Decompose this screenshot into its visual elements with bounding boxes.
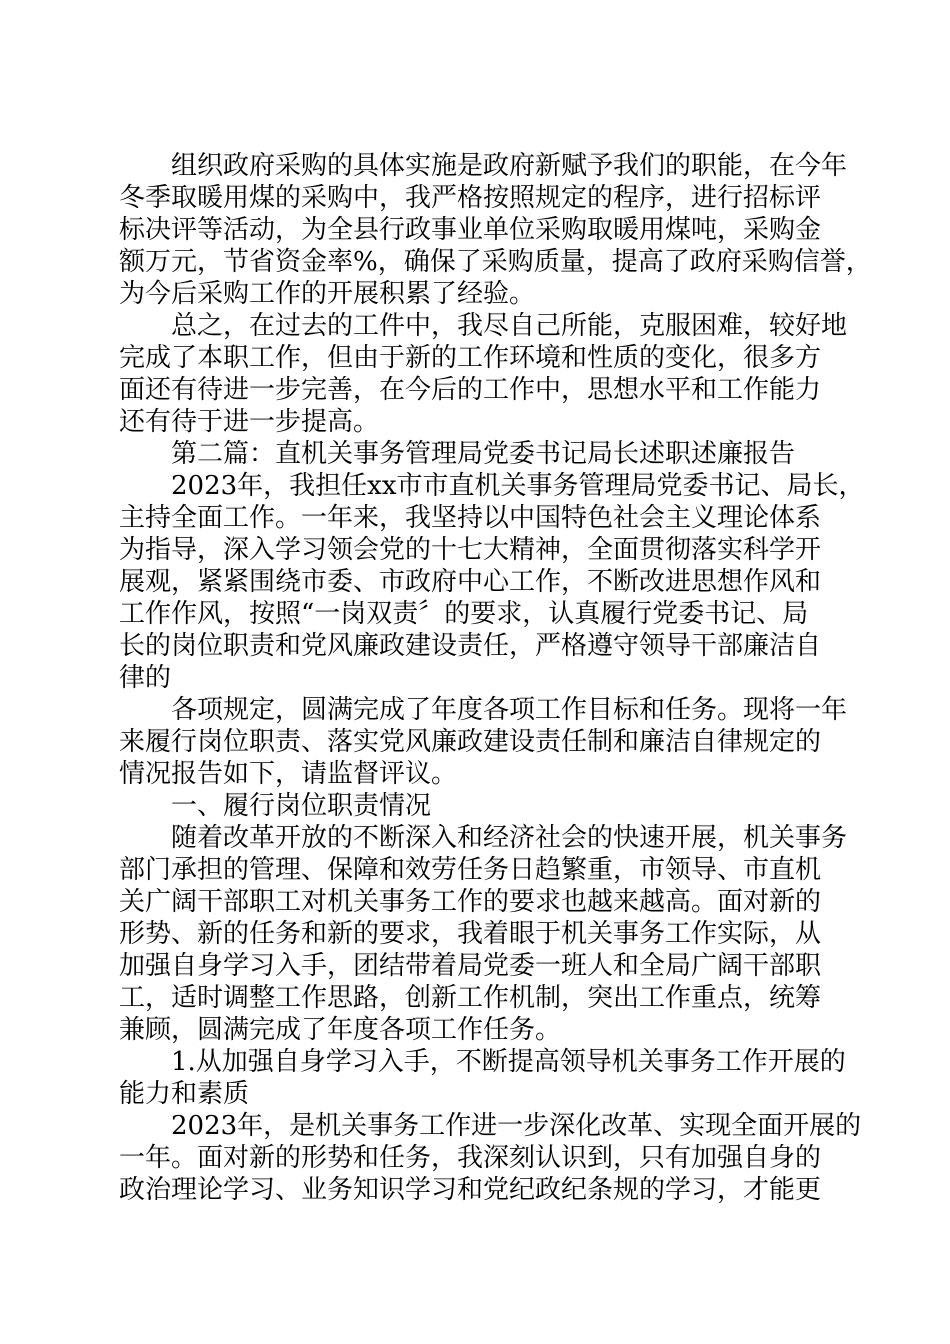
text-line: 总之，在过去的工件中，我尽自己所能，克服困难，较好地: [119, 311, 848, 341]
text-line: 随着改革开放的不断深入和经济社会的快速开展，机关事务: [119, 823, 848, 853]
text-line: 形势、新的任务和新的要求，我着眼于机关事务工作实际，从: [119, 919, 822, 949]
text-line: 兼顾，圆满完成了年度各项工作任务。: [119, 1015, 562, 1045]
text-line: 加强自身学习入手，团结带着局党委一班人和全局广阔干部职: [119, 951, 822, 981]
text-line: 组织政府采购的具体实施是政府新赋予我们的职能，在今年: [119, 151, 848, 181]
text-line: 第二篇：直机关事务管理局党委书记局长述职述廉报告: [119, 439, 796, 469]
text-line: 一年。面对新的形势和任务，我深刻认识到，只有加强自身的: [119, 1143, 822, 1173]
text-line: 2023年，是机关事务工作进一步深化改革、实现全面开展的: [119, 1111, 862, 1141]
text-line: 额万元，节省资金率%，确保了采购质量，提高了政府采购信誉，: [119, 247, 872, 277]
text-line: 2023年，我担任xx市市直机关事务管理局党委书记、局长，: [119, 471, 865, 501]
text-line: 还有待于进一步提高。: [119, 407, 380, 437]
text-line: 标决评等活动，为全县行政事业单位采购取暖用煤吨，采购金: [119, 215, 822, 245]
text-line: 一、履行岗位职责情况: [119, 791, 432, 821]
text-line: 能力和素质: [119, 1079, 250, 1109]
text-line: 长的岗位职责和党风廉政建设责任，严格遵守领导干部廉洁自: [119, 631, 822, 661]
text-line: 主持全面工作。一年来，我坚持以中国特色社会主义理论体系: [119, 503, 822, 533]
text-line: 情况报告如下，请监督评议。: [119, 759, 458, 789]
document-body: [119, 150, 872, 1206]
text-line: 各项规定，圆满完成了年度各项工作目标和任务。现将一年: [119, 695, 848, 725]
text-line: 工，适时调整工作思路，创新工作机制，突出工作重点，统筹: [119, 983, 822, 1013]
text-line: 部门承担的管理、保障和效劳任务日趋繁重，市领导、市直机: [119, 855, 822, 885]
text-line: 关广阔干部职工对机关事务工作的要求也越来越高。面对新的: [119, 887, 822, 917]
text-line: 为今后采购工作的开展积累了经验。: [119, 279, 536, 309]
text-line: 展观，紧紧围绕市委、市政府中心工作，不断改进思想作风和: [119, 567, 822, 597]
text-line: 为指导，深入学习领会党的十七大精神，全面贯彻落实科学开: [119, 535, 822, 565]
text-line: 工作作风，按照“一岗双责〞的要求，认真履行党委书记、局: [119, 599, 809, 629]
text-line: 1.从加强自身学习入手，不断提高领导机关事务工作开展的: [119, 1047, 846, 1077]
text-line: 面还有待进一步完善，在今后的工作中，思想水平和工作能力: [119, 375, 822, 405]
text-line: 政治理论学习、业务知识学习和党纪政纪条规的学习，才能更: [119, 1175, 822, 1205]
text-line: 律的: [119, 663, 172, 693]
text-line: 完成了本职工作，但由于新的工作环境和性质的变化，很多方: [119, 343, 822, 373]
text-line: 来履行岗位职责、落实党风廉政建设责任制和廉洁自律规定的: [119, 727, 822, 757]
text-line: 冬季取暖用煤的采购中，我严格按照规定的程序，进行招标评: [119, 183, 822, 213]
